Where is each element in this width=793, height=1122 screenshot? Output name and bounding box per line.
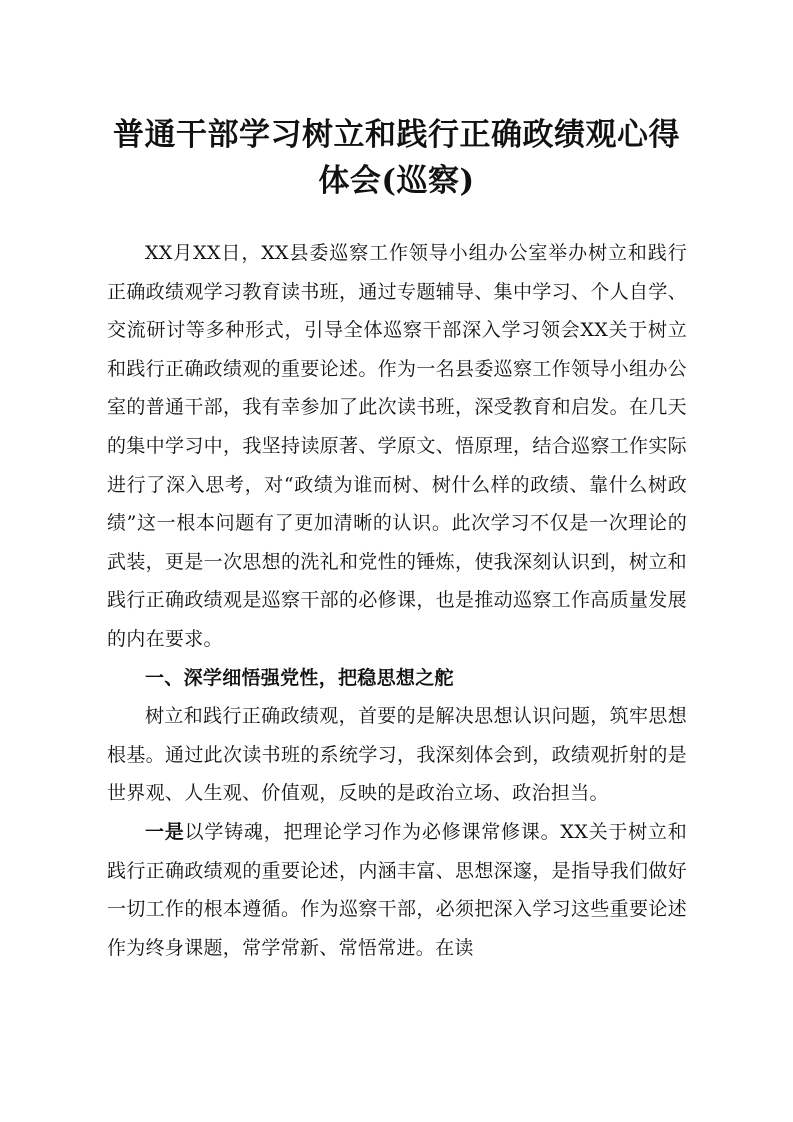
document-title <box>100 112 693 204</box>
point-1-paragraph <box>107 813 687 967</box>
title-line-2: 体会(巡察) <box>318 163 475 199</box>
document-body <box>107 234 687 967</box>
title-line-1: 普通干部学习树立和践行正确政绩观心得 <box>113 117 680 153</box>
section-heading-1: 一、深学细悟强党性，把稳思想之舵 <box>145 666 454 689</box>
point-1-text: 以学铸魂，把理论学习作为必修课常修课。XX关于树立和践行正确政绩观的重要论述，内涵丰富、思想深邃，是指导我们做好一切工作的根本遵循。作为巡察干部，必须把深入学习这些重要论述作为终身课题，常学常新、常悟常进。在读 <box>107 820 687 959</box>
intro-paragraph: XX月XX日，XX县委巡察工作领导小组办公室举办树立和践行正确政绩观学习教育读书班，通过专题辅导、集中学习、个人自学、交流研讨等多种形式，引导全体巡察干部深入学习领会XX关于树立和践行正确政绩观的重要论述。作为一名县委巡察工作领导小组办公室的普通干部，我有幸参加了此次读书班，深受教育和启发。在几天的集中学习中，我坚持读原著、学原文、悟原理，结合巡察工作实际进行了深入思考，对“政绩为谁而树、树什么样的政绩、靠什么树政绩”这一根本问题有了更加清晰的认识。此次学习不仅是一次理论的武装，更是一次思想的洗礼和党性的锤炼，使我深刻认识到，树立和践行正确政绩观是巡察干部的必修课，也是推动巡察工作高质量发展的内在要求。 <box>107 242 687 650</box>
section-1-paragraph: 树立和践行正确政绩观，首要的是解决思想认识问题，筑牢思想根基。通过此次读书班的系统学习，我深刻体会到，政绩观折射的是世界观、人生观、价值观，反映的是政治立场、政治担当。 <box>107 705 687 805</box>
point-1-lead: 一是 <box>145 820 185 843</box>
